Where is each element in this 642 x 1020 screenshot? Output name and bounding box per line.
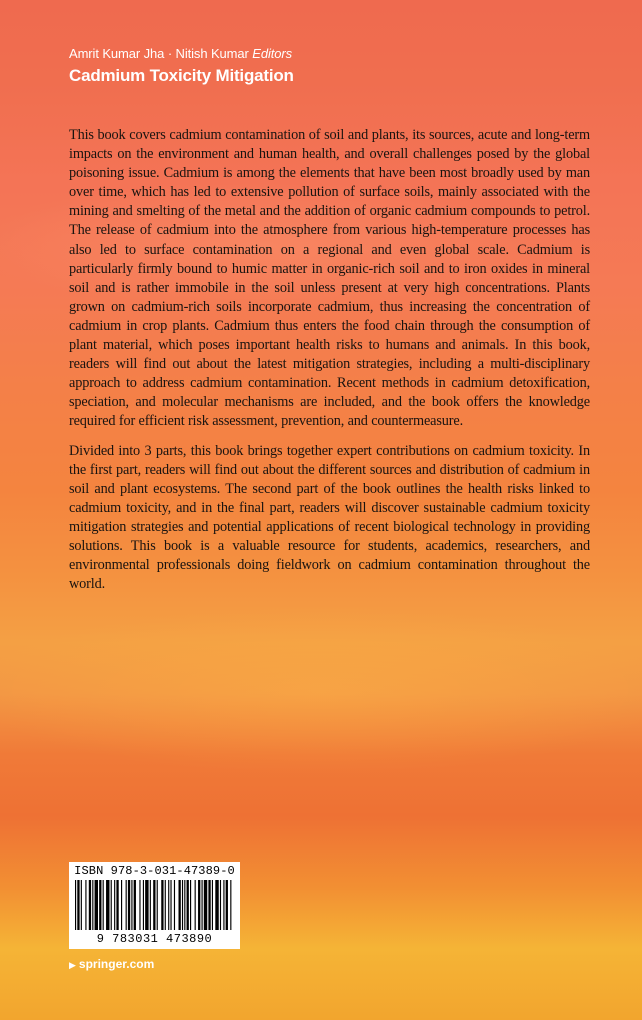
barcode-bar [75, 880, 76, 930]
barcode-bar [161, 880, 163, 930]
editors-label: Editors [252, 46, 293, 61]
barcode-bar [230, 880, 231, 930]
barcode-bar [150, 880, 151, 930]
barcode-bar [89, 880, 91, 930]
barcode-bar [128, 880, 130, 930]
barcode-bar [106, 880, 109, 930]
barcode-bar [77, 880, 79, 930]
blurb [69, 126, 590, 604]
editors-line [69, 46, 292, 61]
barcode-bar [81, 880, 82, 930]
blurb-paragraph-1: This book covers cadmium contamination of soil and plants, its sources, acute and long-term impacts on the environment and human health, and overall challenges posed by the global poisoning issue. Cadmium is among the elements that have been most broadly used by man over time, which has led to extensive pollution of surface soils, mainly associated with the mining and smelting of the metal and the addition of organic cadmium compounds to petrol. The release of cadmium into the atmosphere from various high-temperature processes has also led to surface contamination on a regional and even global scale. Cadmium is particularly firmly bound to humic matter in organic-rich soil and to iron oxides in mineral soil and is rather immobile in the soil unless present at very high concentrations. Plants grown on cadmium-rich soils incorporate cadmium, thus increasing the concentration of cadmium in crop plants. Cadmium thus enters the food chain through the consumption of plant material, which poses important health risks to humans and animals. In this book, readers will find out about the latest mitigation strategies, including a multi-disciplinary approach to address cadmium contamination. Recent methods in cadmium detoxification, speciation, and molecular mechanisms are included, and the book offers the knowledge required for efficient risk assessment, prevention, and countermeasure. [69, 127, 590, 430]
barcode-bar [204, 880, 207, 930]
barcode-bar [111, 880, 112, 930]
barcode-bar [121, 880, 122, 930]
barcode-bar [212, 880, 213, 930]
barcode-digits: 9 783031 473890 [96, 932, 213, 946]
isbn-label: ISBN 978-3-031-47389-0 [74, 864, 235, 878]
barcode-bar [139, 880, 140, 930]
barcode-bar [182, 880, 183, 930]
barcode-bar [187, 880, 189, 930]
book-title: Cadmium Toxicity Mitigation [69, 66, 294, 85]
barcode-bar [198, 880, 200, 930]
authors: Amrit Kumar Jha · Nitish Kumar [69, 46, 249, 61]
blurb-paragraph-2: Divided into 3 parts, this book brings together expert contributions on cadmium toxicity. In the first part, readers will find out about the different sources and distribution of cadmium in soil and plant ecosystems. The second part of the book outlines the health risks linked to cadmium toxicity, and in the final part, readers will discover sustainable cadmium toxicity mitigation strategies and potential applications of recent biological technology in providing solutions. This book is a valuable resource for students, academics, researchers, and environmental professionals doing fieldwork on cadmium contamination throughout the world. [69, 442, 590, 593]
barcode-bar [215, 880, 218, 930]
barcode-bar [92, 880, 93, 930]
barcode-bar [157, 880, 158, 930]
barcode-bar [145, 880, 148, 930]
barcode-bar [114, 880, 115, 930]
barcode-bar [223, 880, 224, 930]
barcode-bar [179, 880, 181, 930]
barcode-bar [195, 880, 196, 930]
barcode-bar [116, 880, 118, 930]
barcode-bar [184, 880, 185, 930]
barcode-bar [99, 880, 101, 930]
barcode-bar [134, 880, 136, 930]
barcode-bar [131, 880, 132, 930]
barcode-bar [165, 880, 166, 930]
barcode-bar [220, 880, 221, 930]
barcode-bar [170, 880, 171, 930]
barcode-bar [85, 880, 86, 930]
barcode-bar [103, 880, 104, 930]
barcode-bar [168, 880, 169, 930]
barcode-bar [174, 880, 175, 930]
publisher-url: springer.com [78, 957, 155, 971]
barcode-bar [126, 880, 127, 930]
barcode-bar [202, 880, 203, 930]
isbn-barcode [69, 862, 240, 949]
barcode-bar [95, 880, 98, 930]
publisher-link[interactable] [69, 957, 154, 971]
barcode-bar [208, 880, 210, 930]
barcode-bar [226, 880, 228, 930]
barcode-bars [73, 880, 236, 932]
barcode-bar [143, 880, 144, 930]
barcode-bar [153, 880, 155, 930]
arrow-right-icon: ▶ [69, 960, 76, 970]
barcode-bar [190, 880, 191, 930]
